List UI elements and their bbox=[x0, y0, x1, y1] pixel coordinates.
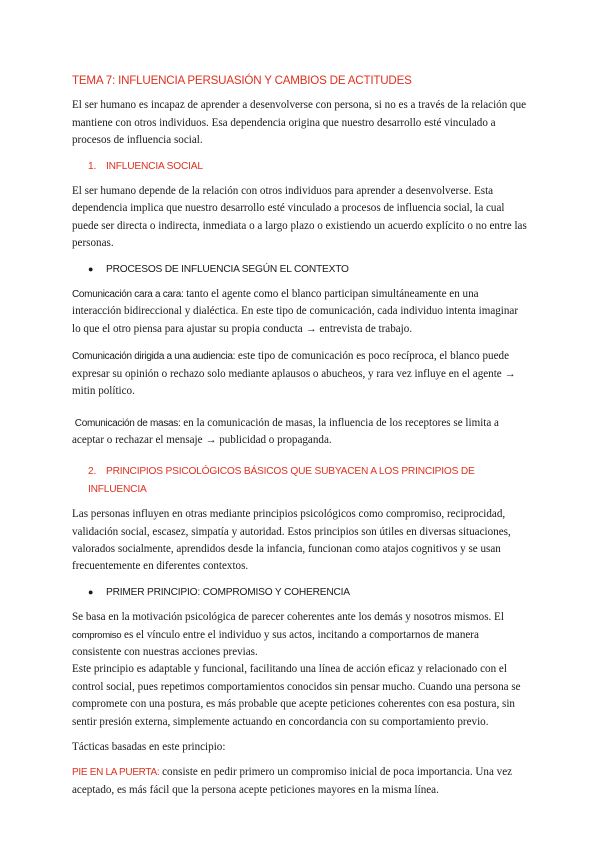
item-masas bbox=[72, 415, 528, 450]
tactic-text: consiste en pedir primero un compromiso inicial de poca importancia. Una vez aceptado, es más fácil que la persona acepte peticiones mayores en la misma línea. bbox=[72, 766, 513, 796]
intro-paragraph: El ser humano es incapaz de aprender a desenvolverse con persona, si no es a través de la relación que mantiene con otros individuos. Esa dependencia origina que nuestro desarrollo esté vinculado a procesos de influencia social. bbox=[72, 99, 527, 147]
compromiso-term: compromiso bbox=[72, 629, 122, 641]
section-1-bullet bbox=[72, 261, 528, 278]
section-1-paragraph: El ser humano depende de la relación con otros individuos para aprender a desenvolverse. Esta dependencia implica que nuestro desarrollo esté vinculado a procesos de influencia social, la cual puede ser directa o indirecta, inmediata o a largo plazo o existiendo un acuerdo explícito o no entre las personas. bbox=[72, 185, 527, 250]
compromiso-paragraph bbox=[72, 609, 528, 661]
section-1-heading bbox=[72, 158, 528, 175]
item-cara-a-cara bbox=[72, 286, 528, 338]
tactics-intro: Tácticas basadas en este principio: bbox=[72, 741, 226, 753]
tactic-pie-en-la-puerta bbox=[72, 764, 528, 799]
section-1-title: INFLUENCIA SOCIAL bbox=[106, 160, 203, 172]
section-2-paragraph: Las personas influyen en otras mediante principios psicológicos como compromiso, reciprocidad, validación social, escasez, simpatía y autoridad. Estos principios son útiles en diversas situaciones, valorados socialmente, aprendidos desde la infancia, funcionan como atajos cognitivos y se usan frecuentemente en diferentes contextos. bbox=[72, 508, 511, 573]
document-title: TEMA 7: INFLUENCIA PERSUASIÓN Y CAMBIOS DE ACTITUDES bbox=[72, 74, 412, 87]
item-lead: Comunicación de masas: bbox=[74, 417, 181, 429]
item-lead: Comunicación cara a cara: bbox=[72, 289, 184, 301]
bullet-dot-icon: ● bbox=[88, 263, 94, 274]
item-text: tanto el agente como el blanco participan simultáneamente en una interacción bidireccional y dialéctica. En este tipo de comunicación, cada individuo intenta imaginar lo que el otro piensa para ajustar su propia conducta → entrevista de trabajo. bbox=[72, 288, 519, 335]
section-2-heading bbox=[72, 463, 528, 498]
compromiso-text-b: es el vínculo entre el individuo y sus actos, incitando a comportarnos de manera consistente con nuestras acciones previas. bbox=[72, 628, 479, 658]
section-2-bullet-text: PRIMER PRINCIPIO: COMPROMISO Y COHERENCIA bbox=[106, 586, 350, 598]
section-2-bullet bbox=[72, 584, 528, 601]
item-lead: Comunicación dirigida a una audiencia: bbox=[72, 351, 236, 363]
section-2-title: PRINCIPIOS PSICOLÓGICOS BÁSICOS QUE SUBYACEN A LOS PRINCIPIOS DE INFLUENCIA bbox=[88, 466, 475, 495]
section-2-number: 2. bbox=[88, 466, 97, 478]
item-text: en la comunicación de masas, la influencia de los receptores se limita a aceptar o rechazar el mensaje → publicidad o propaganda. bbox=[72, 416, 499, 446]
bullet-dot-icon: ● bbox=[88, 586, 94, 597]
adaptable-paragraph: Este principio es adaptable y funcional, facilitando una línea de acción eficaz y relacionado con el control social, pues repetimos comportamientos conocidos sin pensar mucho. Cuando una persona se compromete con una postura, es más probable que acepte peticiones coherentes con esa postura, sin sentir presión externa, simplemente actuando en concordancia con su comportamiento previo. bbox=[72, 663, 521, 728]
document-page bbox=[72, 72, 528, 807]
section-1-number: 1. bbox=[88, 160, 97, 172]
tactic-lead: PIE EN LA PUERTA: bbox=[72, 767, 160, 779]
item-text: este tipo de comunicación es poco recíproca, el blanco puede expresar su opinión o rechazo solo mediante aplausos o abucheos, y rara vez influye en el agente → mitin político. bbox=[72, 350, 516, 398]
item-audiencia bbox=[72, 348, 528, 400]
compromiso-text-a: Se basa en la motivación psicológica de parecer coherentes ante los demás y nosotros mismos. El bbox=[72, 611, 504, 624]
section-1-bullet-text: PROCESOS DE INFLUENCIA SEGÚN EL CONTEXTO bbox=[106, 263, 349, 275]
